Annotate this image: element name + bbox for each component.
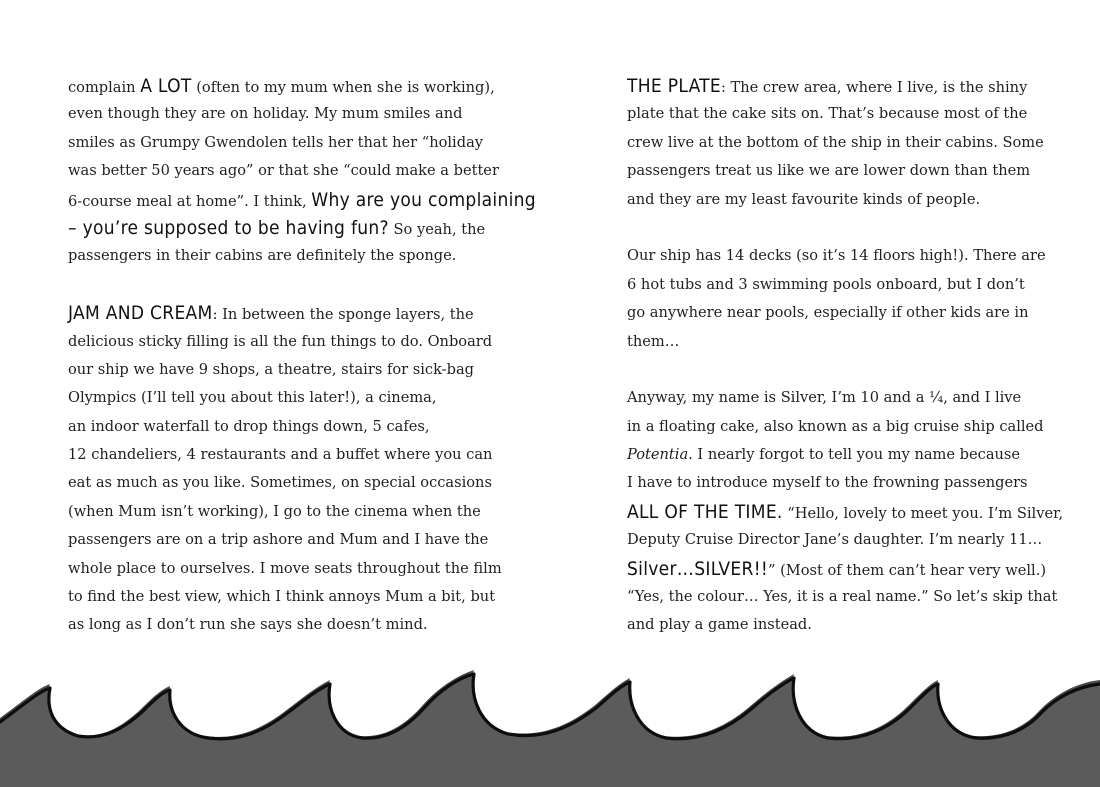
body-text: our ship we have 9 shops, a theatre, stairs for sick-bag: [68, 360, 474, 378]
text-line: [627, 526, 1047, 554]
text-line: [627, 186, 1047, 214]
paragraph-gap: [627, 356, 1047, 384]
body-text: : In between the sponge layers, the: [212, 306, 474, 324]
body-text: plate that the cake sits on. That’s because most of the: [627, 105, 1028, 123]
body-text: : The crew area, where I live, is the shiny: [720, 79, 1028, 96]
body-text: passengers are on a trip ashore and Mum and I have the: [68, 531, 489, 549]
text-line: [627, 299, 1047, 327]
body-text: go anywhere near pools, especially if other kids are in: [627, 304, 1029, 322]
handwritten-text: ALL OF THE TIME.: [627, 500, 783, 523]
body-text: 12 chandeliers, 4 restaurants and a buffet where you can: [68, 446, 493, 464]
body-text: passengers treat us like we are lower down than them: [627, 162, 1031, 180]
text-line: [627, 384, 1047, 412]
body-text: crew live at the bottom of the ship in their cabins. Some: [627, 133, 1044, 151]
handwritten-text: Why are you complaining: [311, 188, 536, 211]
text-line: [68, 129, 488, 157]
body-text: 6 hot tubs and 3 swimming pools onboard, but I don’t: [627, 275, 1025, 293]
text-line: [627, 413, 1047, 441]
body-text: passengers in their cabins are definitely the sponge.: [68, 247, 457, 265]
body-text: even though they are on holiday. My mum smiles and: [68, 105, 463, 123]
handwritten-text: A LOT: [140, 75, 192, 97]
body-text: ” (Most of them can’t hear very well.): [768, 561, 1047, 579]
text-line: [68, 100, 488, 128]
body-text: “Yes, the colour… Yes, it is a real name.” So let’s skip that: [627, 588, 1058, 606]
text-line: [627, 583, 1058, 611]
text-line: [627, 72, 1047, 100]
text-line: [68, 498, 488, 526]
body-text: Our ship has 14 decks (so it’s 14 floors high!). There are: [627, 247, 1046, 265]
body-text: So yeah, the: [388, 220, 486, 238]
text-line: [627, 242, 1047, 270]
handwritten-text: – you’re supposed to be having fun?: [68, 216, 389, 239]
text-line: [68, 526, 488, 554]
text-line: [68, 583, 496, 611]
body-text: Olympics (I’ll tell you about this later!), a cinema,: [68, 389, 437, 407]
body-text: to find the best view, which I think annoys Mum a bit, but: [68, 588, 496, 606]
body-text: delicious sticky filling is all the fun things to do. Onboard: [68, 332, 493, 350]
paragraph-gap: [627, 214, 1047, 242]
text-line: [627, 611, 1047, 639]
text-line: [68, 611, 488, 639]
text-line: [627, 129, 1047, 157]
body-text: eat as much as you like. Sometimes, on special occasions: [68, 474, 492, 492]
italic-text: Potentia: [627, 446, 689, 464]
text-line: [627, 271, 1047, 299]
body-text: whole place to ourselves. I move seats throughout the film: [68, 559, 502, 577]
body-text: smiles as Grumpy Gwendolen tells her that her “holiday: [68, 133, 484, 151]
paragraph-gap: [68, 271, 488, 299]
text-line: [627, 441, 1047, 469]
text-line: [627, 328, 1047, 356]
text-line: [627, 469, 1047, 497]
text-line: [627, 157, 1047, 185]
handwritten-text: JAM AND CREAM: [68, 302, 213, 325]
body-text: . I nearly forgot to tell you my name because: [688, 446, 1021, 464]
text-line: [68, 469, 492, 497]
body-text: them…: [627, 332, 680, 350]
body-text: “Hello, lovely to meet you. I’m Silver,: [782, 504, 1064, 522]
text-line: [68, 356, 488, 384]
handwritten-text: Silver…SILVER!!: [627, 557, 768, 580]
sea-waves-illustration: [0, 640, 1100, 787]
text-line: [68, 441, 493, 469]
text-line: [68, 328, 493, 356]
body-text: (often to my mum when she is working),: [191, 79, 495, 96]
text-line: [68, 413, 488, 441]
handwritten-text: THE PLATE: [627, 75, 721, 97]
body-text: complain: [68, 79, 141, 96]
body-text: and they are my least favourite kinds of people.: [627, 190, 981, 208]
body-text: was better 50 years ago” or that she “could make a better: [68, 162, 499, 180]
body-text: I have to introduce myself to the frowning passengers: [627, 474, 1028, 492]
right-page-text: [627, 72, 1064, 640]
text-line: [627, 100, 1047, 128]
body-text: and play a game instead.: [627, 616, 812, 634]
body-text: Anyway, my name is Silver, I’m 10 and a ¼, and I live: [627, 389, 1022, 407]
left-page-text: [68, 72, 536, 640]
body-text: (when Mum isn’t working), I go to the cinema when the: [68, 502, 481, 520]
text-line: [627, 498, 1064, 526]
body-text: Deputy Cruise Director Jane’s daughter. I’m nearly 11…: [627, 531, 1043, 549]
text-line: [68, 72, 495, 100]
text-line: [68, 299, 488, 327]
body-text: as long as I don’t run she says she doesn’t mind.: [68, 616, 428, 634]
text-line: [627, 555, 1047, 583]
text-line: [68, 242, 488, 270]
body-text: an indoor waterfall to drop things down, 5 cafes,: [68, 417, 430, 435]
text-line: [68, 384, 488, 412]
body-text: in a floating cake, also known as a big cruise ship called: [627, 417, 1044, 435]
body-text: 6-course meal at home”. I think,: [68, 192, 312, 210]
text-line: [68, 555, 502, 583]
text-line: [68, 214, 488, 242]
text-line: [68, 157, 499, 185]
text-line: [68, 186, 536, 214]
